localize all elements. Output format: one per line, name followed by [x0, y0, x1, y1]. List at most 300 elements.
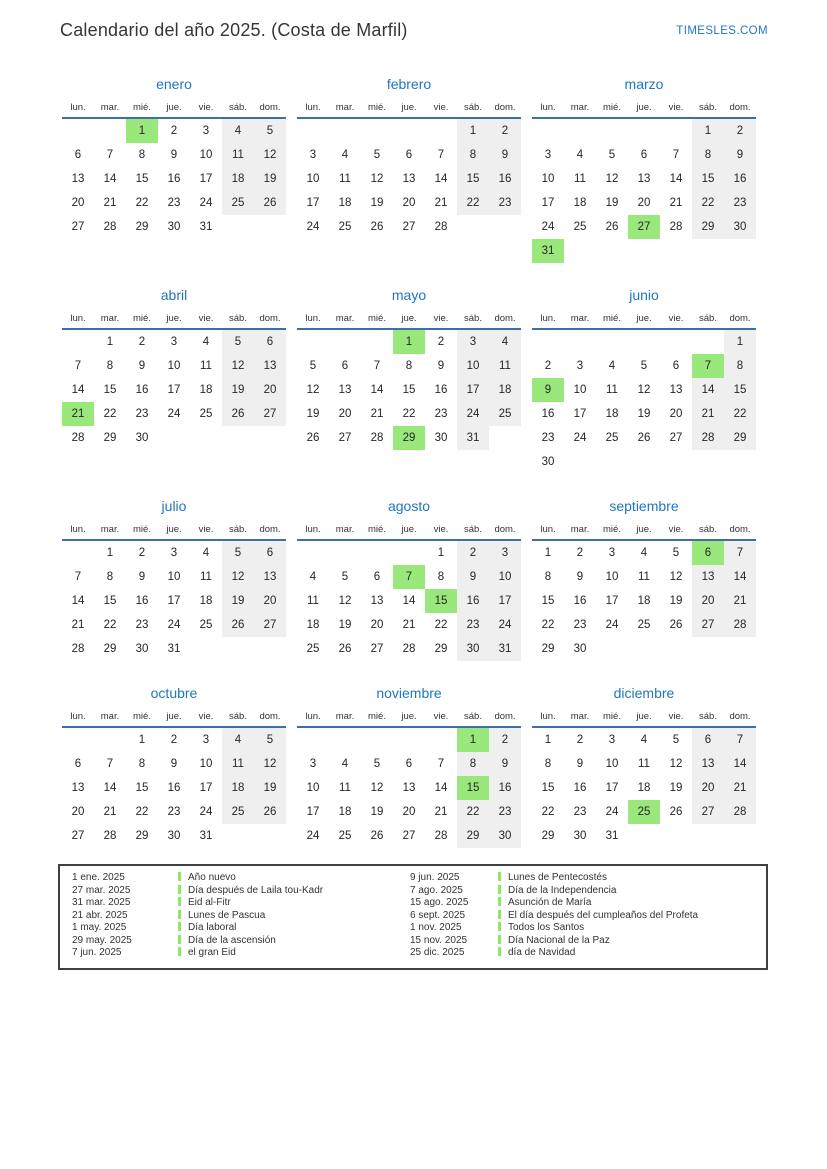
date-cell: 19: [222, 589, 254, 613]
empty-cell: [425, 119, 457, 143]
date-cell: 7: [724, 541, 756, 565]
date-cell: 4: [222, 119, 254, 143]
weekday-label: sáb.: [699, 102, 717, 113]
empty-cell: [692, 330, 724, 354]
date-cell: 29: [457, 824, 489, 848]
weekday-label: vie.: [433, 313, 449, 324]
date-cell: 1: [544, 734, 552, 746]
date-cell: 3: [608, 547, 616, 559]
empty-cell: [564, 239, 596, 263]
date-cell: 25: [628, 800, 660, 824]
date-cell: 27: [370, 643, 384, 655]
week-row: [532, 143, 756, 167]
weekday-label: dom.: [729, 313, 751, 324]
empty-cell: [329, 541, 361, 565]
date-cell: 7: [724, 728, 756, 752]
date-cell: 11: [200, 360, 212, 372]
date-cell: 26: [254, 800, 286, 824]
date-cell: 7: [437, 149, 445, 161]
week-row: [532, 565, 756, 589]
weekday-label: sáb.: [229, 102, 247, 113]
month-title: enero: [156, 76, 192, 92]
week-row: [532, 450, 756, 474]
date-cell: 20: [692, 776, 724, 800]
empty-cell: [692, 824, 724, 848]
date-cell: 10: [167, 360, 181, 372]
date-cell: 23: [457, 613, 489, 637]
holiday-marker-icon: [498, 947, 501, 956]
date-cell: 25: [306, 643, 320, 655]
empty-cell: [62, 119, 94, 143]
date-cell: 29: [103, 432, 117, 444]
month-title: noviembre: [376, 685, 442, 701]
date-cell: 22: [434, 619, 448, 631]
date-cell: 7: [373, 360, 381, 372]
weekday-label: dom.: [729, 524, 751, 535]
week-row: [297, 143, 521, 167]
holiday-date: 7 ago. 2025: [410, 884, 463, 896]
date-cell: 12: [370, 782, 384, 794]
date-cell: 22: [457, 800, 489, 824]
date-cell: 6: [405, 758, 413, 770]
date-cell: 11: [339, 782, 351, 794]
date-cell: 17: [541, 197, 555, 209]
date-cell: 27: [402, 221, 416, 233]
week-row: [532, 728, 756, 752]
month-title: septiembre: [609, 498, 679, 514]
date-cell: 21: [692, 402, 724, 426]
empty-cell: [254, 824, 286, 848]
date-cell: 10: [199, 758, 213, 770]
weekday-label: sáb.: [229, 524, 247, 535]
date-cell: 12: [605, 173, 619, 185]
date-cell: 7: [393, 565, 425, 589]
empty-cell: [297, 728, 329, 752]
date-cell: 8: [544, 758, 552, 770]
week-row: [532, 167, 756, 191]
date-cell: 19: [637, 408, 651, 420]
weekday-label: mié.: [368, 711, 386, 722]
date-cell: 23: [167, 806, 181, 818]
empty-cell: [724, 824, 756, 848]
date-cell: 18: [222, 167, 254, 191]
date-cell: 11: [339, 173, 351, 185]
empty-cell: [329, 330, 361, 354]
date-cell: 16: [135, 595, 149, 607]
date-cell: 28: [103, 221, 117, 233]
date-cell: 26: [605, 221, 619, 233]
weekday-label: sáb.: [699, 711, 717, 722]
weekday-label: lun.: [540, 524, 556, 535]
empty-cell: [692, 637, 724, 661]
weekday-header-row: [297, 522, 521, 541]
date-cell: 31: [457, 426, 489, 450]
holiday-marker-icon: [178, 910, 181, 919]
date-cell: 22: [135, 806, 149, 818]
date-cell: 2: [544, 360, 552, 372]
date-cell: 3: [309, 149, 317, 161]
date-cell: 18: [338, 806, 352, 818]
weekday-label: mar.: [335, 313, 355, 324]
date-cell: 19: [669, 595, 683, 607]
date-cell: 11: [307, 595, 319, 607]
weekday-label: sáb.: [464, 524, 482, 535]
date-cell: 24: [541, 221, 555, 233]
date-cell: 15: [541, 782, 555, 794]
empty-cell: [628, 637, 660, 661]
date-cell: 15: [457, 776, 489, 800]
week-row: [532, 613, 756, 637]
weekday-label: jue.: [166, 313, 182, 324]
date-cell: 5: [373, 758, 381, 770]
empty-cell: [297, 119, 329, 143]
date-cell: 2: [138, 336, 146, 348]
date-cell: 18: [199, 384, 213, 396]
date-cell: 8: [106, 360, 114, 372]
holiday-marker-icon: [498, 910, 501, 919]
empty-cell: [62, 728, 94, 752]
date-cell: 22: [724, 402, 756, 426]
date-cell: 1: [393, 330, 425, 354]
date-cell: 4: [202, 336, 210, 348]
weekday-label: jue.: [401, 313, 417, 324]
week-row: [62, 752, 286, 776]
date-cell: 26: [338, 643, 352, 655]
weekday-label: vie.: [198, 524, 214, 535]
empty-cell: [660, 450, 692, 474]
weekday-label: dom.: [259, 102, 281, 113]
weekday-label: jue.: [401, 711, 417, 722]
date-cell: 28: [724, 613, 756, 637]
date-cell: 20: [637, 197, 651, 209]
empty-cell: [393, 119, 425, 143]
date-cell: 5: [222, 541, 254, 565]
week-row: [62, 589, 286, 613]
weekday-header-row: [532, 522, 756, 541]
date-cell: 16: [167, 173, 181, 185]
date-cell: 24: [167, 619, 181, 631]
date-cell: 29: [692, 215, 724, 239]
weekday-header-row: [532, 311, 756, 330]
week-row: [297, 167, 521, 191]
weekday-label: jue.: [166, 711, 182, 722]
week-row: [62, 800, 286, 824]
empty-cell: [692, 239, 724, 263]
date-cell: 11: [489, 354, 521, 378]
date-cell: 28: [692, 426, 724, 450]
date-cell: 16: [489, 167, 521, 191]
month-title: junio: [629, 287, 659, 303]
date-cell: 4: [640, 734, 648, 746]
date-cell: 14: [669, 173, 683, 185]
holiday-name: Asunción de María: [498, 897, 760, 910]
empty-cell: [94, 119, 126, 143]
date-cell: 19: [338, 619, 352, 631]
week-row: [532, 215, 756, 239]
date-cell: 18: [637, 595, 651, 607]
empty-cell: [254, 215, 286, 239]
date-cell: 17: [199, 782, 213, 794]
date-cell: 18: [199, 595, 213, 607]
week-row: [532, 191, 756, 215]
weekday-label: mié.: [603, 524, 621, 535]
header: [60, 20, 768, 41]
date-cell: 24: [306, 830, 320, 842]
date-cell: 3: [170, 336, 178, 348]
empty-cell: [222, 215, 254, 239]
weekday-label: dom.: [729, 711, 751, 722]
month-title: octubre: [150, 685, 198, 701]
date-cell: 18: [637, 782, 651, 794]
date-cell: 6: [692, 541, 724, 565]
empty-cell: [532, 330, 564, 354]
date-cell: 29: [434, 643, 448, 655]
date-cell: 4: [640, 547, 648, 559]
month-title: marzo: [624, 76, 664, 92]
date-cell: 6: [672, 360, 680, 372]
date-cell: 23: [135, 408, 149, 420]
date-cell: 6: [74, 149, 82, 161]
date-cell: 13: [637, 173, 651, 185]
date-cell: 22: [103, 408, 117, 420]
date-cell: 27: [669, 432, 683, 444]
week-row: [297, 589, 521, 613]
date-cell: 29: [541, 643, 555, 655]
date-cell: 10: [457, 354, 489, 378]
empty-cell: [190, 426, 222, 450]
date-cell: 17: [605, 782, 619, 794]
date-cell: 30: [457, 637, 489, 661]
empty-cell: [596, 450, 628, 474]
date-cell: 14: [724, 752, 756, 776]
month-title: abril: [160, 287, 188, 303]
weekday-label: dom.: [494, 102, 516, 113]
week-row: [532, 239, 756, 263]
empty-cell: [564, 330, 596, 354]
week-row: [62, 637, 286, 661]
date-cell: 10: [573, 384, 587, 396]
weekday-label: mar.: [335, 102, 355, 113]
week-row: [62, 728, 286, 752]
date-cell: 6: [405, 149, 413, 161]
date-cell: 23: [489, 800, 521, 824]
date-cell: 22: [541, 619, 555, 631]
weekday-label: jue.: [401, 102, 417, 113]
holiday-date: 1 ene. 2025: [72, 872, 125, 883]
week-row: [62, 426, 286, 450]
weekday-label: vie.: [198, 711, 214, 722]
date-cell: 11: [222, 143, 254, 167]
month-agosto: [297, 497, 521, 661]
date-cell: 15: [457, 167, 489, 191]
weekday-label: sáb.: [229, 313, 247, 324]
date-cell: 28: [669, 221, 683, 233]
date-cell: 10: [605, 571, 619, 583]
date-cell: 4: [576, 149, 584, 161]
date-cell: 9: [138, 571, 146, 583]
date-cell: 21: [62, 402, 94, 426]
date-cell: 15: [103, 384, 117, 396]
legend-grid: [72, 872, 760, 960]
week-row: [532, 637, 756, 661]
weekday-header-row: [297, 100, 521, 119]
date-cell: 13: [254, 354, 286, 378]
date-cell: 23: [573, 806, 587, 818]
weekday-label: dom.: [729, 102, 751, 113]
week-row: [62, 119, 286, 143]
empty-cell: [564, 119, 596, 143]
date-cell: 28: [434, 221, 448, 233]
date-cell: 26: [370, 830, 384, 842]
date-cell: 11: [574, 173, 586, 185]
week-row: [297, 191, 521, 215]
empty-cell: [254, 426, 286, 450]
empty-cell: [628, 450, 660, 474]
date-cell: 12: [637, 384, 651, 396]
date-cell: 22: [457, 191, 489, 215]
empty-cell: [393, 728, 425, 752]
weekday-label: vie.: [433, 524, 449, 535]
date-cell: 7: [106, 758, 114, 770]
date-cell: 1: [106, 547, 114, 559]
week-row: [532, 402, 756, 426]
month-title: diciembre: [613, 685, 675, 701]
date-cell: 14: [724, 565, 756, 589]
date-cell: 21: [370, 408, 384, 420]
date-cell: 4: [489, 330, 521, 354]
date-cell: 5: [640, 360, 648, 372]
date-cell: 16: [489, 776, 521, 800]
empty-cell: [564, 450, 596, 474]
date-cell: 21: [724, 589, 756, 613]
date-cell: 4: [309, 571, 317, 583]
date-cell: 21: [103, 197, 117, 209]
date-cell: 13: [370, 595, 384, 607]
weekday-label: sáb.: [699, 524, 717, 535]
date-cell: 26: [306, 432, 320, 444]
date-cell: 28: [402, 643, 416, 655]
date-cell: 19: [370, 197, 384, 209]
empty-cell: [489, 426, 521, 450]
empty-cell: [724, 239, 756, 263]
month-title: agosto: [387, 498, 431, 514]
weekday-label: sáb.: [699, 313, 717, 324]
date-cell: 21: [434, 806, 448, 818]
weekday-label: mié.: [368, 102, 386, 113]
date-cell: 30: [135, 432, 149, 444]
date-cell: 30: [573, 830, 587, 842]
date-cell: 26: [669, 806, 683, 818]
month-junio: [532, 286, 756, 474]
date-cell: 31: [532, 239, 564, 263]
weekday-label: mié.: [368, 313, 386, 324]
holiday-name: Día de la ascensión: [178, 935, 410, 948]
empty-cell: [222, 637, 254, 661]
date-cell: 23: [167, 197, 181, 209]
date-cell: 22: [541, 806, 555, 818]
date-cell: 22: [135, 197, 149, 209]
date-cell: 1: [457, 728, 489, 752]
weekday-label: mar.: [335, 524, 355, 535]
date-cell: 17: [306, 197, 320, 209]
date-cell: 22: [402, 408, 416, 420]
date-cell: 9: [138, 360, 146, 372]
empty-cell: [660, 119, 692, 143]
weekday-label: lun.: [540, 102, 556, 113]
holiday-name: Eid al-Fitr: [178, 897, 410, 910]
empty-cell: [596, 119, 628, 143]
weekday-label: sáb.: [464, 313, 482, 324]
week-row: [532, 354, 756, 378]
date-cell: 6: [373, 571, 381, 583]
weekday-label: lun.: [70, 313, 86, 324]
date-cell: 11: [222, 752, 254, 776]
holiday-date: 29 may. 2025: [72, 934, 132, 946]
date-cell: 2: [724, 119, 756, 143]
date-cell: 7: [437, 758, 445, 770]
date-cell: 27: [402, 830, 416, 842]
date-cell: 30: [434, 432, 448, 444]
date-cell: 5: [254, 119, 286, 143]
week-row: [62, 613, 286, 637]
date-cell: 4: [341, 149, 349, 161]
date-cell: 1: [544, 547, 552, 559]
week-row: [62, 167, 286, 191]
date-cell: 17: [199, 173, 213, 185]
date-cell: 10: [489, 565, 521, 589]
date-cell: 2: [489, 119, 521, 143]
month-diciembre: [532, 684, 756, 848]
weekday-label: vie.: [668, 711, 684, 722]
timesles-link[interactable]: TIMESLES.COM: [676, 24, 768, 37]
date-cell: 21: [724, 776, 756, 800]
empty-cell: [222, 824, 254, 848]
weekday-label: mié.: [133, 524, 151, 535]
date-cell: 8: [138, 758, 146, 770]
weekday-label: mié.: [603, 102, 621, 113]
week-row: [62, 354, 286, 378]
week-row: [62, 824, 286, 848]
date-cell: 17: [306, 806, 320, 818]
date-cell: 3: [170, 547, 178, 559]
date-cell: 20: [402, 197, 416, 209]
date-cell: 26: [370, 221, 384, 233]
weekday-label: mar.: [570, 102, 590, 113]
week-row: [297, 613, 521, 637]
month-marzo: [532, 75, 756, 263]
week-row: [297, 565, 521, 589]
date-cell: 10: [605, 758, 619, 770]
date-cell: 1: [692, 119, 724, 143]
holiday-marker-icon: [498, 885, 501, 894]
weekday-label: lun.: [305, 313, 321, 324]
week-row: [532, 776, 756, 800]
date-cell: 27: [692, 613, 724, 637]
date-cell: 22: [103, 619, 117, 631]
date-cell: 19: [306, 408, 320, 420]
holiday-marker-icon: [178, 872, 181, 881]
weekday-label: dom.: [494, 711, 516, 722]
date-cell: 12: [338, 595, 352, 607]
week-row: [297, 354, 521, 378]
date-cell: 1: [724, 330, 756, 354]
date-cell: 26: [637, 432, 651, 444]
date-cell: 6: [74, 758, 82, 770]
date-cell: 11: [638, 758, 650, 770]
date-cell: 6: [254, 330, 286, 354]
date-cell: 12: [254, 143, 286, 167]
date-cell: 26: [254, 191, 286, 215]
